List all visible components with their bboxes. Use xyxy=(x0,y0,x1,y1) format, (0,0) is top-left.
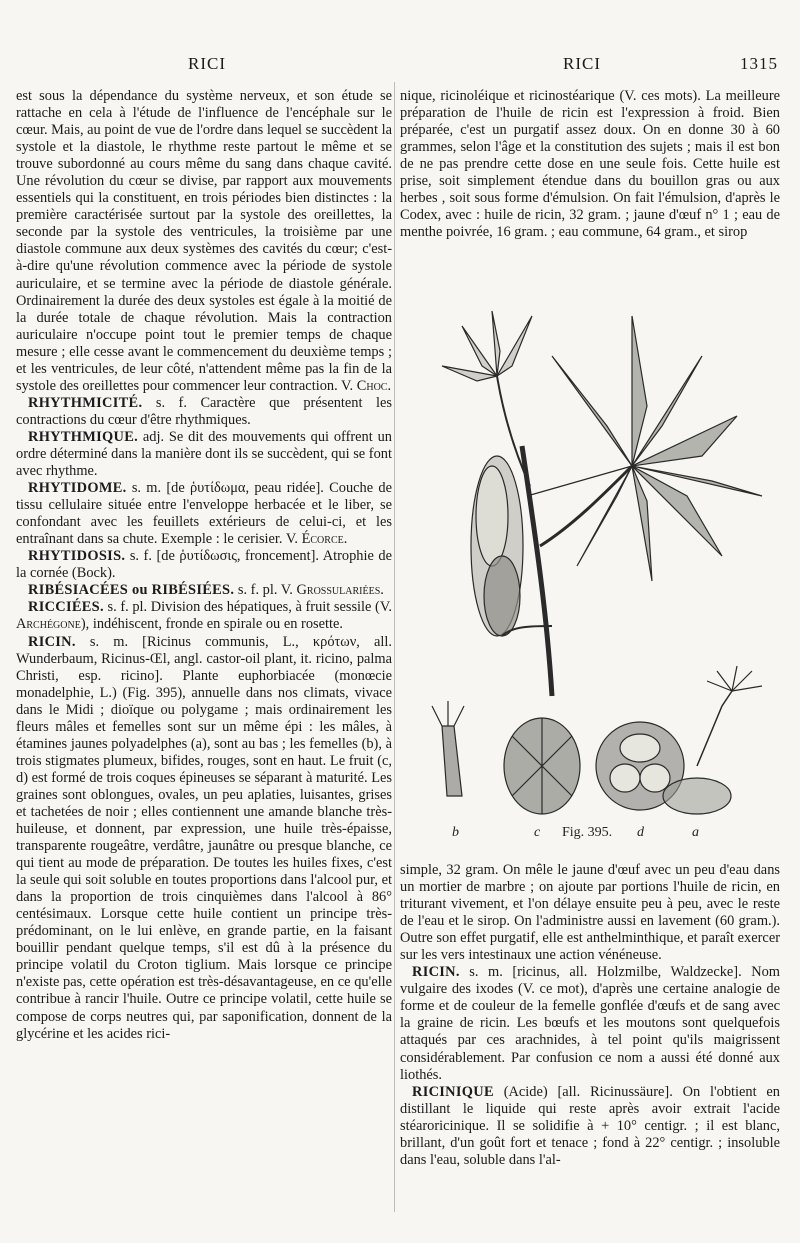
headword: RICINIQUE xyxy=(412,1083,494,1100)
entry-rhytidome xyxy=(16,480,392,548)
entry-ricin-cont: nique, ricinoléique et ricinostéarique (V. ces mots). La meilleure préparation de l'huile de ricin est l'expression à froid. Bien préparée, c'est un purgatif assez doux. On en donne 30 à 60 grammes, selon l'âge et la constitution des sujets ; mais il est bon de ne pas prendre cette dose en une seule fois. Cette huile est prise, soit simplement étendue dans du bouillon gras ou aux herbes , soit sous forme d'émulsion. On fait l'émulsion, d'après le Codex, avec : huile de ricin, 32 gram. ; jaune d'œuf n° 1 ; eau de menthe poivrée, 16 gram. ; eau commune, 64 gram., et sirop xyxy=(400,88,780,241)
cross-ref: Choc. xyxy=(356,377,392,394)
entry-rhythmique xyxy=(16,429,392,480)
label-d: d xyxy=(637,825,644,840)
entry-rhythmicite xyxy=(16,395,392,429)
entry-text: adj. Se dit des mouvements qui offrent un ordre déterminé dans la manière dont ils se succèdent, qui se font avec rhythme. xyxy=(16,428,392,480)
entry-ricin-ixodes xyxy=(400,964,780,1083)
cross-ref: Écorce. xyxy=(301,531,348,548)
young-leaves xyxy=(442,311,532,381)
headword: RHYTHMICITÉ. xyxy=(28,394,143,411)
entry-text: s. m. [ricinus, all. Holzmilbe, Waldzecke]. Nom vulgaire des ixodes (V. ce mot), d'après une certaine analogie de forme et de couleur de la femelle gonflée d'œufs et de sang avec la graine de ricin. Les bœufs et les moutons sont quelquefois attaqués par ces arachnides, à tel point qu'ils maigrissent considérablement. Par confusion ce nom a aussi été donné aux liothés. xyxy=(400,964,780,1083)
flower-raceme xyxy=(471,456,523,636)
entry-text: s. f. pl. Division des hépatiques, à fruit sessile (V. xyxy=(103,599,392,616)
entry-text: s. f. pl. V. xyxy=(234,582,297,599)
label-a: a xyxy=(692,825,699,840)
entry-ricinique xyxy=(400,1084,780,1169)
entry-ribesiacees xyxy=(16,582,392,599)
cross-ref: Archégone xyxy=(16,616,81,633)
entry-ricin xyxy=(16,634,392,1043)
column-divider xyxy=(394,82,395,1212)
headword: RIBÉSIACÉES ou RIBÉSIÉES. xyxy=(28,582,235,599)
entry-text: s. m. [Ricinus communis, L., κρότων, all. Wunderbaum, Ricinus-Œl, angl. castor-oil plant, it. ricino, palma Christi, esp. ricino]. Plante euphorbiacée (monœcie monadelphie, L.) (Fig. 395), annuelle dans nos climats, vivace dans le Midi ; dioïque ou polygame ; mais ordinairement les fleurs mâles et femelles sont sur un même épi : les mâles, à étamines jaunes polyadelphes (a), sont au bas ; les femelles (b), à trois stigmates plumeux, bifides, rouges, sont en haut. Le fruit (c, d) est formé de trois coques épineuses se séparant à maturité. Les graines sont oblongues, ovales, un peu aplaties, luisantes, grises et tachetées de noir ; elles contiennent une amande blanche très-huileuse, et donnent, par expression, une huile très-épaisse, transparente rougeâtre, verdâtre, jaunâtre ou presque blanche, ce qui tient au mode de préparation. De toutes les huiles fixes, c'est la seule qui soit soluble en toutes proportions dans l'alcool pur, et dans la proportion de trois cinquièmes dans l'alcool à 86° centésimaux. Lorsque cette huile contient un principe très-prédominant, on le lui enlève, en grande partie, en la faisant bouillir pendant quelque temps, s'il est dû à la présence du principe volatil du Croton tiglium. Mais lorsque ce principe n'existe pas, cette opération est très-désavantageuse, en ce qu'elle contribue à rancir l'huile. Outre ce principe volatil, cette huile se compose de corps neutres qui, par saponification, donnent de la glycérine et les acides rici- xyxy=(16,633,392,1042)
detail-a-male-flower xyxy=(663,666,762,814)
right-column-bottom xyxy=(400,862,780,1169)
right-column-top xyxy=(400,88,780,241)
entry-ricin-cont2: simple, 32 gram. On mêle le jaune d'œuf avec un peu d'eau dans un mortier de marbre ; on ajoute par portions l'huile de ricin, en triturant vivement, et l'on délaye ensuite peu à peu, avec le reste de l'eau et le sirop. On l'administre aussi en lavement (60 gram.). Outre son effet purgatif, elle est anthelminthique, et paraît exercer sur les vers intestinaux une action vénéneuse. xyxy=(400,862,780,964)
entry-rhythme-cont xyxy=(16,88,392,395)
left-column xyxy=(16,88,392,1043)
label-b: b xyxy=(452,825,459,840)
plant-stem xyxy=(522,446,552,696)
entry-text: s. f. Caractère que présentent les contractions du cœur d'être rhythmiques. xyxy=(16,394,392,428)
label-c: c xyxy=(534,825,541,840)
ricinus-illustration xyxy=(402,296,786,844)
figure-395-ricinus xyxy=(402,296,786,844)
cross-ref: Grossulariées. xyxy=(296,582,384,599)
headword: RICIN. xyxy=(412,964,460,981)
detail-b-female-flower xyxy=(432,701,464,796)
headword: RICCIÉES. xyxy=(28,599,104,616)
headword: RHYTHMIQUE. xyxy=(28,428,139,445)
running-head-right: RICI xyxy=(563,54,601,73)
palmate-leaf xyxy=(527,316,762,581)
running-head-left: RICI xyxy=(188,54,226,73)
entry-text: ), indéhiscent, fronde en spirale ou en rosette. xyxy=(80,616,343,633)
entry-ricciees xyxy=(16,599,392,633)
entry-text: (Acide) [all. Ricinussäure]. On l'obtient en distillant le liquide qui reste après avoir extrait l'acide stéaroricinique. Il se solidifie à + 10° centigr. ; il est blanc, brillant, d'un goût fort et tenace ; fond à 22° centigr. ; insoluble dans l'eau, soluble dans l'al- xyxy=(400,1083,780,1168)
entry-text: s. f. [de ῥυτίδωσις, froncement]. Atrophie de la cornée (Bock). xyxy=(16,548,392,582)
entry-text: s. m. [de ῥυτίδωμα, peau ridée]. Couche de tissu cellulaire située entre l'enveloppe herbacée et le liber, se confondant avec les feuillets extérieurs de celui-ci, et les entraînant dans sa chute. Exemple : le cerisier. V. xyxy=(16,480,392,548)
detail-c-fruit xyxy=(504,718,580,814)
entry-text: est sous la dépendance du système nerveux, et son étude se rattache en cela à l'étude de l'influence de l'encéphale sur le cœur. Mais, au point de vue de l'ordre dans lequel se succèdent la systole et la diastole, le rhythme reste partout le même et se trouve subordonné au cours même du sang dans chaque cavité. Une révolution du cœur se divise, par rapport aux mouvements essentiels qui la constituent, en trois périodes bien distinctes : la première caractérisée surtout par la systole des oreillettes, la seconde par la systole des ventricules, la troisième par une diastole commune aux deux systèmes des cavités du cœur; c'est-à-dire qu'une révolution commence avec la période de systole auriculaire, et se termine avec la période de diastole générale. Ordinairement la durée des deux systoles est égale à la moitié de la durée totale de chaque révolution. Mais la contraction auriculaire n'occupe point tout le premier temps de chaque mesure ; elle cesse avant le commencement du deuxième temps ; et les ventricules, de leur côté, n'attendent même pas la fin de la systole des oreillettes pour commencer leur contraction. V. xyxy=(16,88,392,394)
figure-caption: Fig. 395. xyxy=(562,825,613,840)
entry-rhytidosis xyxy=(16,548,392,582)
headword: RICIN. xyxy=(28,633,76,650)
headword: RHYTIDOME. xyxy=(28,480,127,497)
headword: RHYTIDOSIS. xyxy=(28,548,126,565)
page-header xyxy=(0,54,800,80)
page-number: 1315 xyxy=(740,54,778,73)
